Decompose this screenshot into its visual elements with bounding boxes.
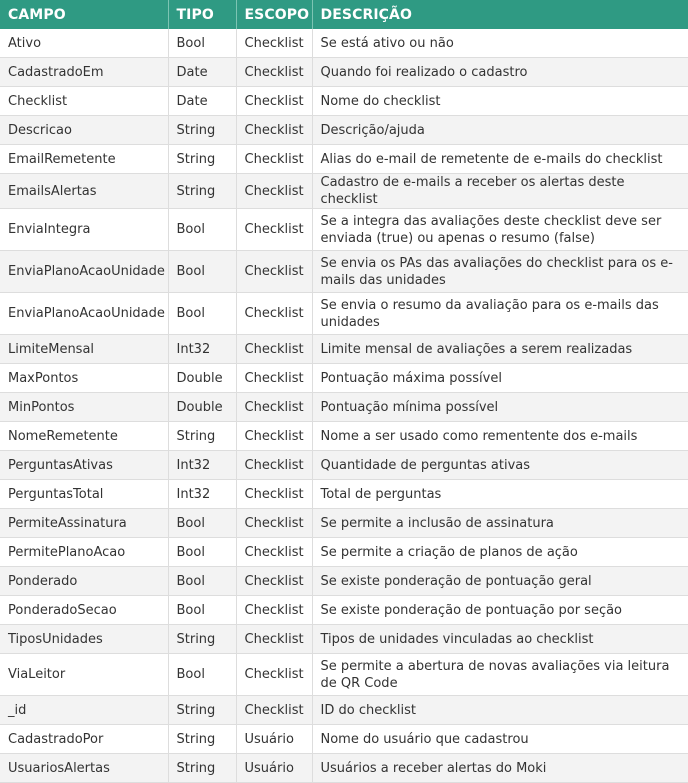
cell-campo: EnviaIntegra xyxy=(0,209,168,251)
cell-descricao: Limite mensal de avaliações a serem realizadas xyxy=(312,335,688,364)
cell-campo: NomeRemetente xyxy=(0,422,168,451)
table-row xyxy=(0,480,688,509)
cell-escopo: Checklist xyxy=(236,509,312,538)
cell-descricao: Nome do usuário que cadastrou xyxy=(312,725,688,754)
cell-escopo: Checklist xyxy=(236,538,312,567)
table-row xyxy=(0,116,688,145)
table-row xyxy=(0,654,688,696)
cell-tipo: Double xyxy=(168,364,236,393)
cell-campo: EmailsAlertas xyxy=(0,174,168,209)
cell-tipo: String xyxy=(168,174,236,209)
cell-descricao: Se permite a criação de planos de ação xyxy=(312,538,688,567)
table-row xyxy=(0,251,688,293)
table-row xyxy=(0,293,688,335)
cell-campo: ViaLeitor xyxy=(0,654,168,696)
cell-campo: MinPontos xyxy=(0,393,168,422)
cell-descricao: Se envia os PAs das avaliações do checklist para os e-mails das unidades xyxy=(312,251,688,293)
cell-escopo: Checklist xyxy=(236,116,312,145)
header-escopo: ESCOPO xyxy=(236,0,312,29)
cell-descricao: Pontuação mínima possível xyxy=(312,393,688,422)
cell-escopo: Checklist xyxy=(236,696,312,725)
cell-escopo: Checklist xyxy=(236,625,312,654)
cell-escopo: Usuário xyxy=(236,754,312,783)
cell-campo: UsuariosAlertas xyxy=(0,754,168,783)
table-row xyxy=(0,209,688,251)
table-row xyxy=(0,538,688,567)
header-descricao: DESCRIÇÃO xyxy=(312,0,688,29)
cell-escopo: Checklist xyxy=(236,567,312,596)
cell-tipo: Bool xyxy=(168,293,236,335)
cell-descricao: Se existe ponderação de pontuação por seção xyxy=(312,596,688,625)
cell-descricao: Se está ativo ou não xyxy=(312,29,688,58)
cell-campo: PonderadoSecao xyxy=(0,596,168,625)
cell-descricao: Total de perguntas xyxy=(312,480,688,509)
cell-descricao: Alias do e-mail de remetente de e-mails do checklist xyxy=(312,145,688,174)
cell-escopo: Checklist xyxy=(236,451,312,480)
cell-tipo: String xyxy=(168,422,236,451)
cell-descricao: Nome a ser usado como rementente dos e-mails xyxy=(312,422,688,451)
table-row xyxy=(0,567,688,596)
cell-escopo: Checklist xyxy=(236,209,312,251)
cell-tipo: Bool xyxy=(168,509,236,538)
cell-escopo: Checklist xyxy=(236,364,312,393)
cell-tipo: Date xyxy=(168,87,236,116)
table-row xyxy=(0,174,688,209)
table-row xyxy=(0,29,688,58)
header-tipo: TIPO xyxy=(168,0,236,29)
cell-campo: TiposUnidades xyxy=(0,625,168,654)
cell-descricao: Quando foi realizado o cadastro xyxy=(312,58,688,87)
cell-tipo: String xyxy=(168,696,236,725)
table-row xyxy=(0,725,688,754)
table-row xyxy=(0,335,688,364)
cell-escopo: Checklist xyxy=(236,29,312,58)
header-row xyxy=(0,0,688,29)
cell-campo: EnviaPlanoAcaoUnidade xyxy=(0,251,168,293)
cell-campo: CadastradoPor xyxy=(0,725,168,754)
cell-campo: CadastradoEm xyxy=(0,58,168,87)
cell-escopo: Checklist xyxy=(236,422,312,451)
cell-campo: LimiteMensal xyxy=(0,335,168,364)
cell-campo: Ativo xyxy=(0,29,168,58)
cell-escopo: Usuário xyxy=(236,725,312,754)
cell-escopo: Checklist xyxy=(236,145,312,174)
cell-tipo: String xyxy=(168,145,236,174)
cell-escopo: Checklist xyxy=(236,58,312,87)
cell-descricao: ID do checklist xyxy=(312,696,688,725)
cell-escopo: Checklist xyxy=(236,293,312,335)
cell-tipo: String xyxy=(168,116,236,145)
cell-escopo: Checklist xyxy=(236,480,312,509)
cell-tipo: Bool xyxy=(168,596,236,625)
cell-tipo: Double xyxy=(168,393,236,422)
table-header xyxy=(0,0,688,29)
table-row xyxy=(0,145,688,174)
cell-tipo: Int32 xyxy=(168,451,236,480)
cell-escopo: Checklist xyxy=(236,174,312,209)
table-row xyxy=(0,58,688,87)
cell-descricao: Pontuação máxima possível xyxy=(312,364,688,393)
cell-tipo: Bool xyxy=(168,29,236,58)
cell-escopo: Checklist xyxy=(236,251,312,293)
table-row xyxy=(0,596,688,625)
table-row xyxy=(0,393,688,422)
cell-descricao: Cadastro de e-mails a receber os alertas deste checklist xyxy=(312,174,688,209)
table-row xyxy=(0,696,688,725)
cell-descricao: Usuários a receber alertas do Moki xyxy=(312,754,688,783)
cell-campo: EmailRemetente xyxy=(0,145,168,174)
cell-escopo: Checklist xyxy=(236,87,312,116)
cell-tipo: Bool xyxy=(168,538,236,567)
cell-descricao: Se permite a inclusão de assinatura xyxy=(312,509,688,538)
cell-campo: MaxPontos xyxy=(0,364,168,393)
cell-descricao: Se permite a abertura de novas avaliações via leitura de QR Code xyxy=(312,654,688,696)
cell-campo: PermitePlanoAcao xyxy=(0,538,168,567)
cell-tipo: String xyxy=(168,754,236,783)
cell-escopo: Checklist xyxy=(236,335,312,364)
cell-tipo: Int32 xyxy=(168,335,236,364)
table-row xyxy=(0,364,688,393)
header-campo: CAMPO xyxy=(0,0,168,29)
cell-tipo: Bool xyxy=(168,654,236,696)
cell-tipo: String xyxy=(168,625,236,654)
cell-tipo: Int32 xyxy=(168,480,236,509)
cell-campo: Descricao xyxy=(0,116,168,145)
cell-tipo: Bool xyxy=(168,251,236,293)
cell-campo: EnviaPlanoAcaoUnidade xyxy=(0,293,168,335)
cell-tipo: Bool xyxy=(168,209,236,251)
cell-tipo: Bool xyxy=(168,567,236,596)
cell-descricao: Se existe ponderação de pontuação geral xyxy=(312,567,688,596)
table-row xyxy=(0,625,688,654)
cell-escopo: Checklist xyxy=(236,654,312,696)
cell-descricao: Quantidade de perguntas ativas xyxy=(312,451,688,480)
cell-tipo: String xyxy=(168,725,236,754)
table-row xyxy=(0,451,688,480)
cell-descricao: Descrição/ajuda xyxy=(312,116,688,145)
cell-campo: PerguntasAtivas xyxy=(0,451,168,480)
cell-descricao: Se envia o resumo da avaliação para os e-mails das unidades xyxy=(312,293,688,335)
cell-escopo: Checklist xyxy=(236,393,312,422)
cell-campo: Checklist xyxy=(0,87,168,116)
cell-campo: PerguntasTotal xyxy=(0,480,168,509)
table-row xyxy=(0,509,688,538)
cell-campo: _id xyxy=(0,696,168,725)
cell-descricao: Tipos de unidades vinculadas ao checklist xyxy=(312,625,688,654)
cell-descricao: Nome do checklist xyxy=(312,87,688,116)
cell-tipo: Date xyxy=(168,58,236,87)
table-row xyxy=(0,422,688,451)
cell-descricao: Se a integra das avaliações deste checklist deve ser enviada (true) ou apenas o resumo (false) xyxy=(312,209,688,251)
table-row xyxy=(0,754,688,783)
table-row xyxy=(0,87,688,116)
cell-escopo: Checklist xyxy=(236,596,312,625)
cell-campo: PermiteAssinatura xyxy=(0,509,168,538)
cell-campo: Ponderado xyxy=(0,567,168,596)
